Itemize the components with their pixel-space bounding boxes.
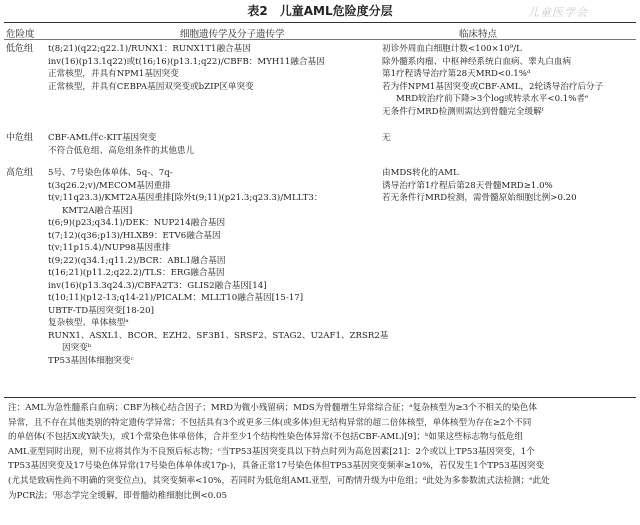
note-line: TP53基因突变及17号染色体异常(17号染色体单体或17p-)，具备正常17号染色体但TP53基因突变频率≥10%，若仅发生1个TP53基因突变 (8, 461, 545, 472)
list-item: 因突变ᵇ (62, 343, 92, 353)
note-line: AML亚型同时出现，则不应将其作为不良预后标志物；ᶜ当TP53基因突变具以下特点时列为高危因素[21]：2个或以上TP53基因突变，1个 (8, 446, 535, 457)
table-title: 表2 儿童AML危险度分层 (247, 4, 393, 18)
list-item: t(v;11q23.3)/KMT2A基因重排[除外t(9;11)(p21.3;q23.3)/MLLT3： (48, 193, 323, 203)
category-intermediate: 中危组 (6, 133, 34, 143)
list-item: t(10;11)(p12-13;q14-21)/PICALM：MLLT10融合基因[15-17] (48, 293, 304, 303)
list-item: 无条件行MRD检测则需达到骨髓完全缓解ᶠ (382, 106, 544, 117)
genetics-intermediate (48, 132, 194, 157)
top-rule (4, 22, 636, 23)
genetics-low (48, 43, 325, 93)
list-item: 正常核型，并具有NPM1基因突变 (48, 69, 179, 79)
list-item: t(9;22)(q34.1;q11.2)/BCR：ABL1融合基因 (48, 255, 226, 266)
list-item: UBTF-TD基因突变[18-20] (48, 305, 154, 316)
list-item: 不符合低危组、高危组条件的其他患儿 (48, 145, 195, 156)
table-notes (8, 401, 632, 503)
list-item: 第1疗程诱导治疗第28天MRD<0.1%ᵈ (382, 69, 531, 79)
header-rule (4, 39, 636, 40)
list-item: t(6;9)(p23;q34.1)/DEK：NUP214融合基因 (48, 218, 226, 228)
list-item: inv(16)(p13.3q24.3)/CBFA2T3：GLIS2融合基因[14] (48, 280, 267, 291)
category-high: 高危组 (6, 168, 34, 178)
header-risk: 危险度 (6, 29, 35, 40)
header-clinical: 临床特点 (459, 29, 498, 40)
list-item: 由MDS转化的AML (382, 168, 459, 178)
list-item: t(v;11p15.4)/NUP98基因重排 (48, 243, 171, 253)
list-item: 正常核型，并具有CEBPA基因双突变或bZIP区单突变 (48, 81, 254, 92)
list-item: 诱导治疗第1疗程后第28天骨髓MRD≥1.0% (382, 180, 553, 191)
clinical-intermediate (382, 132, 391, 145)
genetics-high (48, 167, 388, 367)
list-item: t(3q26.2;v)/MECOM基因重排 (48, 180, 171, 191)
list-item: inv(16)(p13.1q22)或t(16;16)(p13.1;q22)/CBFB：MYH11融合基因 (48, 56, 325, 67)
note-line: 异常，且不存在其他类别的特定遗传学异常；不包括具有3个或更多三体(或多体)但无结构异常的超二倍体核型，单体核型为存在≥2个不同 (8, 417, 532, 428)
list-item: 除外髓系肉瘤、中枢神经系统白血病、睾丸白血病 (382, 56, 572, 67)
note-line: 注：AML为急性髓系白血病；CBF为核心结合因子；MRD为微小残留病；MDS为骨髓增生异常综合征；ᵃ复杂核型为≥3个不相关的染色体 (8, 403, 537, 413)
clinical-low (382, 43, 603, 118)
list-item: t(16;21)(p11.2;q22.2)/TLS：ERG融合基因 (48, 268, 225, 278)
list-item: 若无条件行MRD检测，需骨髓原始细胞比例>0.20 (382, 193, 577, 203)
list-item: 5号、7号染色体单体、5q-、7q- (48, 168, 173, 178)
list-item: t(8;21)(q22;q22.1)/RUNX1：RUNX1T1融合基因 (48, 44, 251, 54)
watermark-text: 儿童医学会 (528, 6, 588, 19)
list-item: 初诊外周血白细胞计数<100×10⁹/L (382, 44, 522, 54)
list-item: KMT2A融合基因] (62, 205, 133, 216)
note-line: 为PCR法；ᶠ形态学完全缓解，即骨髓幼稚细胞比例<0.05 (8, 490, 227, 501)
list-item: 无 (382, 133, 391, 143)
note-line: (尤其是致病性尚不明确的突变位点)，其突变频率<10%，若同时为低危组AML亚型，可酌情升级为中危组；ᵈ此处为多参数流式法检测；ᵉ此处 (8, 475, 550, 486)
clinical-high (382, 167, 577, 205)
bottom-rule (4, 397, 636, 398)
list-item: MRD较治疗前下降>3个log或转录水平<0.1%者ᵉ (396, 94, 589, 104)
note-line: 的单倍体(不包括X或Y缺失)，或1个常染色体单倍体，合并至少1个结构性染色体异常(不包括CBF-AML)[9]；ᵇ如果这些标志物与低危组 (8, 432, 523, 443)
header-genetics: 细胞遗传学及分子遗传学 (180, 29, 285, 40)
list-item: TP53基因体细胞突变ᶜ (48, 355, 134, 366)
list-item: t(7;12)(q36;p13)/HLXB9：ETV6融合基因 (48, 230, 221, 241)
list-item: CBF-AML伴c-KIT基因突变 (48, 133, 157, 143)
list-item: 复杂核型、单体核型ᵃ (48, 318, 129, 328)
list-item: 若为伴NPM1基因突变或CBF-AML，2轮诱导治疗后分子 (382, 81, 604, 92)
list-item: RUNX1、ASXL1、BCOR、EZH2、SF3B1、SRSF2、STAG2、U2AF1、ZRSR2基 (48, 330, 389, 341)
category-low: 低危组 (6, 44, 34, 54)
